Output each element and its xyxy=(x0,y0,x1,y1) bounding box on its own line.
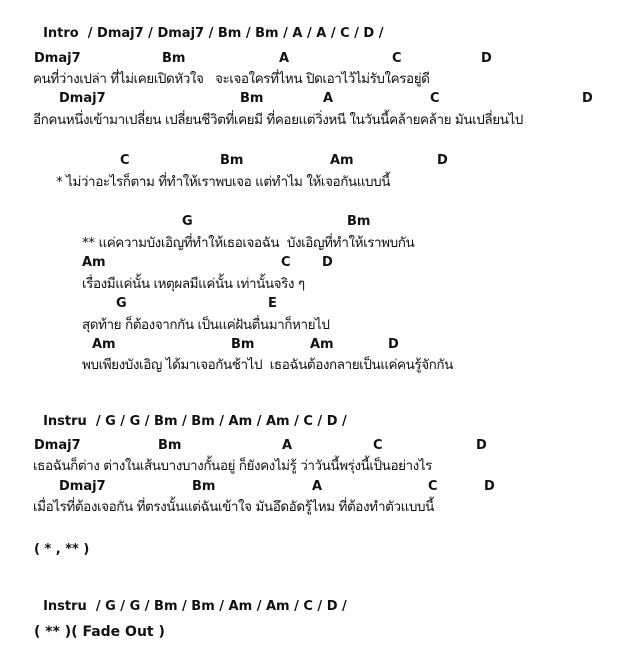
lyric-line: เธอฉันก็ต่าง ต่างในเส้นบางบางกั้นอยู่ ก็ยังคงไม่รู้ ว่าวันนี้พรุ่งนี้เป็นอย่างไร xyxy=(33,458,432,474)
instru-line xyxy=(34,583,347,615)
chord: Bm xyxy=(158,438,182,453)
lyric-line: อีกคนหนึ่งเข้ามาเปลี่ยน เปลี่ยนชีวิตที่เคยมี ที่คอยแต่วิ่งหนี ในวันนี้คล้ายคล้าย มันเปลี่ยนไป xyxy=(33,112,523,128)
instru-progression: / G / G / Bm / Bm / Am / Am / C / D / xyxy=(86,599,347,614)
chord: G xyxy=(116,296,127,311)
chord: D xyxy=(582,91,593,106)
lyric-line: เรื่องมีแค่นั้น เหตุผลมีแค่นั้น เท่านั้นจริง ๆ xyxy=(82,276,305,292)
chord: C xyxy=(392,51,402,66)
chord: Am xyxy=(82,255,106,270)
lyric-line: พบเพียงบังเอิญ ได้มาเจอกันช้าไป เธอฉันต้องกลายเป็นแค่คนรู้จักกัน xyxy=(82,357,453,373)
lyric-line: ** แค่ความบังเอิญที่ทำให้เธอเจอฉัน บังเอิญที่ทำให้เราพบกัน xyxy=(82,235,415,251)
chord: E xyxy=(268,296,277,311)
chord: D xyxy=(481,51,492,66)
chord: D xyxy=(437,153,448,168)
chord: C xyxy=(120,153,130,168)
chord: A xyxy=(282,438,293,453)
intro-progression: / Dmaj7 / Dmaj7 / Bm / Bm / A / A / C / D / xyxy=(78,26,384,41)
chord: Dmaj7 xyxy=(59,479,106,494)
chord: Bm xyxy=(192,479,216,494)
chord: Dmaj7 xyxy=(34,438,81,453)
chord: C xyxy=(373,438,383,453)
instru-progression: / G / G / Bm / Bm / Am / Am / C / D / xyxy=(86,414,347,429)
chord: D xyxy=(322,255,333,270)
chord: Bm xyxy=(231,337,255,352)
lyric-line: เมื่อไรที่ต้องเจอกัน ที่ตรงนั้นแต่ฉันเข้าใจ มันอึดอัดรู้ไหม ที่ต้องทำตัวแบบนี้ xyxy=(33,499,434,515)
chord: A xyxy=(312,479,323,494)
chord: Am xyxy=(92,337,116,352)
chord: Am xyxy=(310,337,334,352)
chord: G xyxy=(182,214,193,229)
repeat-marker: ( * , ** ) xyxy=(34,542,90,557)
instru-label: Instru xyxy=(43,414,87,429)
chord: D xyxy=(388,337,399,352)
chord: C xyxy=(281,255,291,270)
chord: Bm xyxy=(162,51,186,66)
chord: C xyxy=(430,91,440,106)
chord: D xyxy=(484,479,495,494)
chord: Am xyxy=(330,153,354,168)
chord: A xyxy=(279,51,290,66)
chord: A xyxy=(323,91,334,106)
lyric-line: * ไม่ว่าอะไรก็ตาม ที่ทำให้เราพบเจอ แต่ทำไม ให้เจอกันแบบนี้ xyxy=(56,174,390,190)
chord: D xyxy=(476,438,487,453)
intro-line xyxy=(34,10,384,42)
chord: Bm xyxy=(240,91,264,106)
chord: Bm xyxy=(220,153,244,168)
instru-line xyxy=(34,398,347,430)
lyric-line: คนที่ว่างเปล่า ที่ไม่เคยเปิดหัวใจ จะเจอใครที่ไหน ปิดเอาไว้ไม่รับใครอยู่ดี xyxy=(33,71,430,87)
chord: C xyxy=(428,479,438,494)
chord: Dmaj7 xyxy=(59,91,106,106)
intro-label: Intro xyxy=(43,26,79,41)
chord: Bm xyxy=(347,214,371,229)
lyric-line: สุดท้าย ก็ต้องจากกัน เป็นแค่ฝันตื่นมาก็หายไป xyxy=(82,317,330,333)
outro-marker: ( ** )( Fade Out ) xyxy=(34,624,165,640)
instru-label: Instru xyxy=(43,599,87,614)
chord: Dmaj7 xyxy=(34,51,81,66)
